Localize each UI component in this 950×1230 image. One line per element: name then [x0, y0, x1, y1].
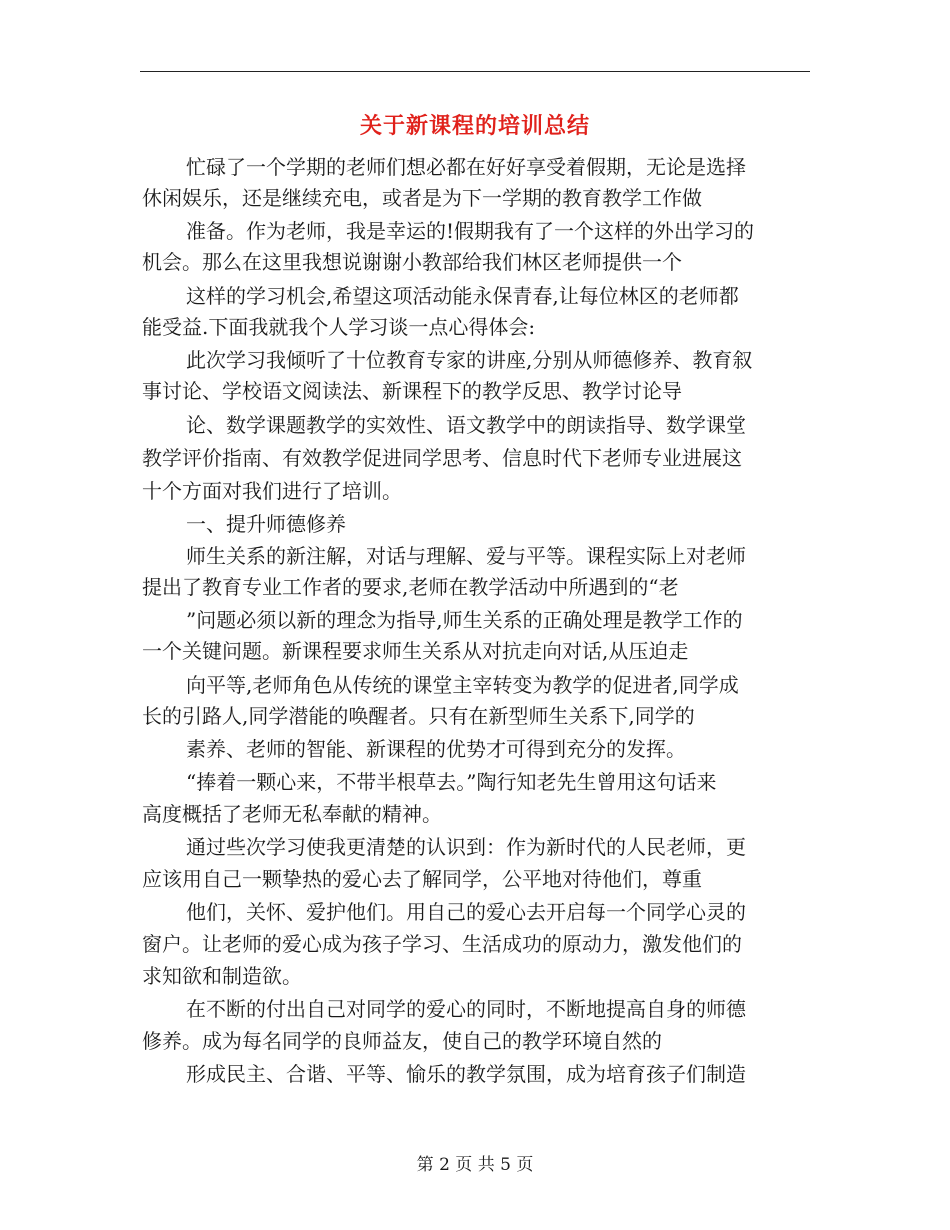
- header-rule: [140, 71, 810, 72]
- body-line: 论、数学课题教学的实效性、语文教学中的朗读指导、数学课堂: [186, 413, 746, 437]
- body-line: 窗户。让老师的爱心成为孩子学习、生活成功的原动力，激发他们的: [142, 932, 742, 956]
- body-line: 忙碌了一个学期的老师们想必都在好好享受着假期，无论是选择: [186, 155, 746, 179]
- body-line: 一个关键问题。新课程要求师生关系从对抗走向对话,从压迫走: [142, 639, 689, 663]
- body-line: 提出了教育专业工作者的要求,老师在教学活动中所遇到的“老: [142, 575, 679, 599]
- body-line: 机会。那么在这里我想说谢谢小教部给我们林区老师提供一个: [142, 250, 682, 274]
- body-line: 休闲娱乐，还是继续充电，或者是为下一学期的教育教学工作做: [142, 186, 702, 210]
- body-line: 修养。成为每名同学的良师益友，使自己的教学环境自然的: [142, 1029, 662, 1053]
- body-line: 求知欲和制造欲。: [142, 964, 302, 988]
- section-heading: 一、提升师德修养: [186, 512, 346, 536]
- body-line: ”问题必须以新的理念为指导,师生关系的正确处理是教学工作的: [186, 608, 743, 632]
- body-line: 师生关系的新注解，对话与理解、爱与平等。课程实际上对老师: [186, 544, 746, 568]
- body-line: 事讨论、学校语文阅读法、新课程下的教学反思、教学讨论导: [142, 379, 682, 403]
- body-line: 形成民主、合谐、平等、愉乐的教学氛围，成为培育孩子们制造: [186, 1062, 746, 1086]
- body-line: 在不断的付出自己对同学的爱心的同时，不断地提高自身的师德: [186, 997, 746, 1021]
- body-line: 高度概括了老师无私奉献的精神。: [142, 802, 442, 826]
- body-line: 长的引路人,同学潜能的唤醒者。只有在新型师生关系下,同学的: [142, 704, 695, 728]
- quote-line: “捧着一颗心来，不带半根草去。”陶行知老先生曾用这句话来: [186, 770, 717, 794]
- document-title: 关于新课程的培训总结: [359, 113, 590, 139]
- body-line: 素养、老师的智能、新课程的优势才可得到充分的发挥。: [186, 737, 686, 761]
- body-line: 能受益.下面我就我个人学习谈一点心得体会:: [142, 315, 536, 339]
- body-line: 这样的学习机会,希望这项活动能永保青春,让每位林区的老师都: [186, 284, 739, 308]
- page-number: 第 2 页 共 5 页: [416, 1155, 534, 1175]
- body-line: 应该用自己一颗挚热的爱心去了解同学，公平地对待他们，尊重: [142, 867, 702, 891]
- body-line: 教学评价指南、有效教学促进同学思考、信息时代下老师专业进展这: [142, 446, 742, 470]
- body-line: 此次学习我倾听了十位教育专家的讲座,分别从师德修养、教育叙: [186, 348, 753, 372]
- body-line: 他们，关怀、爱护他们。用自己的爱心去开启每一个同学心灵的: [186, 900, 746, 924]
- body-line: 十个方面对我们进行了培训。: [142, 479, 402, 503]
- body-line: 通过些次学习使我更清楚的认识到：作为新时代的人民老师，更: [186, 835, 746, 859]
- body-line: 准备。作为老师，我是幸运的!假期我有了一个这样的外出学习的: [186, 219, 755, 243]
- body-line: 向平等,老师角色从传统的课堂主宰转变为教学的促进者,同学成: [186, 673, 739, 697]
